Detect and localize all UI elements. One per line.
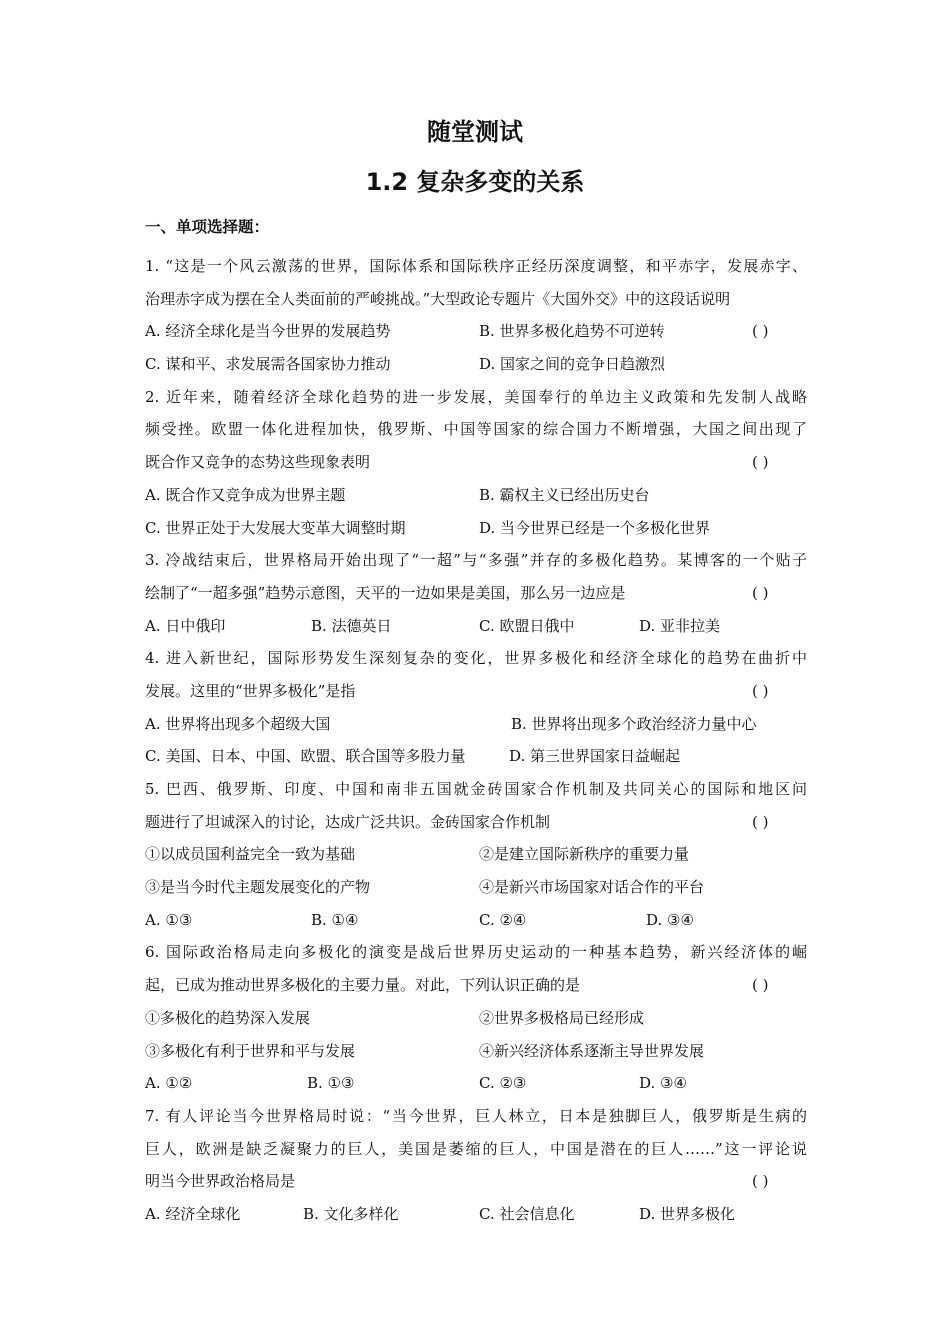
question-4-option-a: A. 世界将出现多个超级大国 — [145, 714, 331, 733]
question-3-options-row — [145, 610, 807, 643]
question-7-option-d: D. 世界多极化 — [639, 1204, 736, 1223]
question-5-stem-line: 题进行了坦诚深入的讨论，达成广泛共识。金砖国家合作机制 — [145, 812, 551, 831]
question-2-option-c: C. 世界正处于大发展大变革大调整时期 — [145, 518, 406, 537]
question-3-stem-line: 3. 冷战结束后，世界格局开始出现了“一超”与“多强”并存的多极化趋势。某博客的一个贴子 — [145, 551, 807, 570]
question-2-option-b: B. 霸权主义已经出历史台 — [479, 485, 650, 504]
question-6-stem-line: 6. 国际政治格局走向多极化的演变是战后世界历史运动的一种基本趋势，新兴经济体的崛 — [145, 943, 807, 962]
question-3-stem-row — [145, 577, 807, 610]
question-6-statement-2: ②世界多极格局已经形成 — [479, 1008, 645, 1027]
question-2-option-d: D. 当今世界已经是一个多极化世界 — [479, 518, 711, 537]
question-4-stem-line: 发展。这里的“世界多极化”是指 — [145, 681, 356, 700]
question-5-option-a: A. ①③ — [145, 910, 193, 929]
page-title: 随堂测试 — [427, 118, 523, 146]
question-2-stem-row — [145, 446, 807, 479]
question-1-option-d: D. 国家之间的竞争日趋激烈 — [479, 355, 666, 374]
question-5-statement-1: ①以成员国利益完全一致为基础 — [145, 845, 356, 864]
question-7-stem-line: 7. 有人评论当今世界格局时说：“当今世界，巨人林立，日本是独脚巨人，俄罗斯是生病的 — [145, 1106, 807, 1125]
question-4-options-row — [145, 708, 807, 741]
question-list — [145, 250, 807, 1231]
question-2-stem-line: 既合作又竞争的态势这些现象表明 — [145, 453, 371, 472]
question-5-option-c: C. ②④ — [479, 910, 527, 929]
question-5-statements-row — [145, 871, 807, 904]
question-4-option-b: B. 世界将出现多个政治经济力量中心 — [511, 714, 757, 733]
answer-parenthesis: ( ) — [752, 1172, 769, 1191]
question-7-option-b: B. 文化多样化 — [303, 1204, 399, 1223]
question-7-options-row — [145, 1198, 807, 1231]
lesson-title: 1.2 复杂多变的关系 — [365, 168, 585, 196]
question-5-statement-3: ③是当今时代主题发展变化的产物 — [145, 878, 371, 897]
question-3-option-a: A. 日中俄印 — [145, 616, 226, 635]
question-7-option-a: A. 经济全球化 — [145, 1204, 241, 1223]
question-2-options-row — [145, 479, 807, 512]
answer-parenthesis: ( ) — [752, 583, 769, 602]
question-5-stem-line: 5. 巴西、俄罗斯、印度、中国和南非五国就金砖国家合作机制及共同关心的国际和地区问 — [145, 780, 807, 798]
question-4-stem-row — [145, 675, 807, 708]
question-4-option-d: D. 第三世界国家日益崛起 — [509, 747, 681, 766]
answer-parenthesis: ( ) — [752, 681, 769, 700]
question-1-stem-line: 1. “这是一个风云激荡的世界，国际体系和国际秩序正经历深度调整，和平赤字，发展赤字、 — [145, 257, 807, 275]
question-1-stem-line: 治理赤字成为摆在全人类面前的严峻挑战。”大型政论专题片《大国外交》中的这段话说明 — [145, 289, 731, 308]
question-5-statement-2: ②是建立国际新秩序的重要力量 — [479, 845, 690, 864]
answer-parenthesis: ( ) — [752, 322, 769, 341]
question-4-options-row — [145, 740, 807, 773]
question-5-statements-row — [145, 838, 807, 871]
question-1-options-row — [145, 315, 807, 348]
question-5-options-row — [145, 904, 807, 937]
question-6-option-d: D. ③④ — [639, 1074, 687, 1093]
question-2-option-a: A. 既合作又竞争成为世界主题 — [145, 485, 346, 504]
question-2-stem-line: 频受挫。欧盟一体化进程加快，俄罗斯、中国等国家的综合国力不断增强，大国之间出现了 — [145, 420, 807, 439]
question-7-option-c: C. 社会信息化 — [479, 1204, 575, 1223]
question-4-option-c: C. 美国、日本、中国、欧盟、联合国等多股力量 — [145, 747, 466, 766]
question-5-stem-row — [145, 806, 807, 839]
question-6-statements-row — [145, 1002, 807, 1035]
question-1-options-row — [145, 348, 807, 381]
question-6-option-c: C. ②③ — [479, 1074, 527, 1093]
question-7-stem-line: 明当今世界政治格局是 — [145, 1172, 296, 1191]
section-heading: 一、单项选择题： — [145, 218, 270, 236]
question-7-stem-row — [145, 1165, 807, 1198]
question-3-option-c: C. 欧盟日俄中 — [479, 616, 575, 635]
question-2-stem-line: 2. 近年来，随着经济全球化趋势的进一步发展，美国奉行的单边主义政策和先发制人战略 — [145, 387, 807, 406]
question-6-stem-line: 起，已成为推动世界多极化的主要力量。对此，下列认识正确的是 — [145, 976, 581, 995]
question-6-options-row — [145, 1067, 807, 1100]
answer-parenthesis: ( ) — [752, 812, 769, 831]
question-3-option-b: B. 法德英日 — [311, 616, 392, 635]
question-1-option-a: A. 经济全球化是当今世界的发展趋势 — [145, 322, 391, 341]
question-5-option-b: B. ①④ — [311, 910, 359, 929]
answer-parenthesis: ( ) — [752, 453, 769, 472]
question-6-statement-4: ④新兴经济体系逐渐主导世界发展 — [479, 1041, 705, 1060]
question-3-option-d: D. 亚非拉美 — [639, 616, 721, 635]
question-6-option-a: A. ①② — [145, 1074, 193, 1093]
answer-parenthesis: ( ) — [752, 976, 769, 995]
question-6-statements-row — [145, 1035, 807, 1068]
question-6-statement-3: ③多极化有利于世界和平与发展 — [145, 1041, 356, 1060]
question-5-option-d: D. ③④ — [646, 910, 694, 929]
question-1-option-c: C. 谋和平、求发展需各国家协力推动 — [145, 355, 391, 374]
question-3-stem-line: 绘制了“一超多强”趋势示意图，天平的一边如果是美国，那么另一边应是 — [145, 583, 626, 602]
question-1-option-b: B. 世界多极化趋势不可逆转 — [479, 322, 665, 341]
question-7-stem-line: 巨人，欧洲是缺乏凝聚力的巨人，美国是萎缩的巨人，中国是潜在的巨人……”这一评论说 — [145, 1139, 807, 1158]
question-4-stem-line: 4. 进入新世纪，国际形势发生深刻复杂的变化，世界多极化和经济全球化的趋势在曲折中 — [145, 649, 807, 668]
question-6-statement-1: ①多极化的趋势深入发展 — [145, 1008, 311, 1027]
question-6-stem-row — [145, 969, 807, 1002]
question-2-options-row — [145, 512, 807, 545]
question-6-option-b: B. ①③ — [307, 1074, 355, 1093]
question-5-statement-4: ④是新兴市场国家对话合作的平台 — [479, 878, 705, 897]
